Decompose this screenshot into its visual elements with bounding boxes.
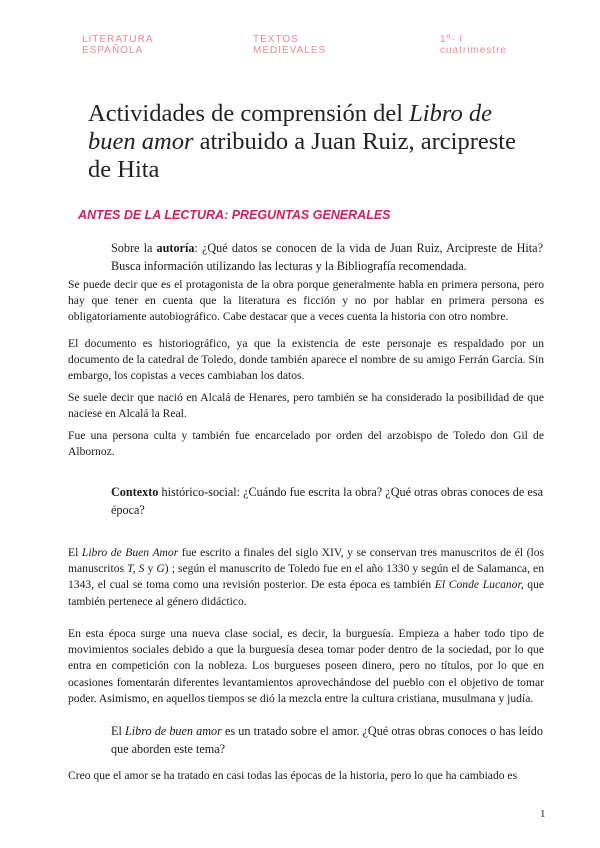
p5-manuscript-g: G — [156, 562, 165, 576]
header-topic-line2: MEDIEVALES — [253, 45, 327, 56]
header-subject-line1: LITERATURA — [82, 34, 154, 45]
paragraph-3: Se suele decir que nació en Alcalá de Henares, pero también se ha considerado la posibilidad de que naciese en Alcalá la Real. — [68, 391, 544, 421]
section-heading: ANTES DE LA LECTURA: PREGUNTAS GENERALES — [78, 208, 391, 222]
q1-lead: Sobre la — [111, 241, 157, 255]
header-term-line1: 1º- I — [440, 34, 464, 45]
header-subject — [82, 34, 154, 56]
paragraph-1: Se puede decir que es el protagonista de la obra porque generalmente habla en primera persona, pero hay que tener en cuenta que la literatura es ficción y no por hablar en primera persona es obligatoriamente autobiográfico. Cabe destacar que a veces cuenta la historia con otro nombre. — [68, 278, 544, 324]
question-authorship — [111, 239, 543, 275]
p5-manuscripts-ts: T, S — [127, 562, 145, 576]
q3-lead: El — [111, 724, 125, 738]
q1-rest: : ¿Qué datos se conocen de la vida de Juan Ruiz, Arcipreste de Hita? Busca información utilizando las lecturas y la Bibliografía recomendada. — [111, 241, 544, 273]
p5-s4: ) ; según el manuscrito de Toledo fue en el año 1330 y según el de Salamanca, en 1343, el cual se toma como una revisión posterior. De esta época es también — [68, 562, 544, 592]
p5-conde-lucanor: El Conde Lucanor, — [434, 578, 524, 592]
paragraph-2: El documento es historiográfico, ya que la existencia de este personaje es respaldado por un documento de la catedral de Toledo, donde también aparece el nombre de su amigo Ferrán García. Sin embargo, los copistas a veces cambiaban los datos. — [68, 337, 544, 383]
paragraph-5 — [68, 545, 544, 610]
paragraph-7: Creo que el amor se ha tratado en casi todas las épocas de la historia, pero lo que ha cambiado es — [68, 769, 518, 782]
q3-rest: es un tratado sobre el amor. ¿Qué otras obras conoces o has leído que aborden este tema? — [111, 724, 543, 756]
p5-book-title: Libro de Buen Amor — [81, 546, 179, 559]
header-subject-line2: ESPAÑOLA — [82, 45, 144, 56]
p5-s1: El — [68, 546, 82, 559]
header-topic-line1: TEXTOS — [253, 34, 299, 45]
page-title — [88, 100, 528, 184]
header-term-line2: cuatrimestre — [440, 45, 508, 56]
page-number: 1 — [540, 808, 546, 820]
header-topic — [253, 34, 326, 56]
q3-italic: Libro de buen amor — [124, 724, 222, 738]
q2-rest: histórico-social: ¿Cuándo fue escrita la obra? ¿Qué otras obras conoces de esa época? — [111, 485, 543, 517]
p5-s3: y — [144, 562, 157, 576]
q1-bold: autoría — [156, 241, 195, 255]
p5-s5: que también pertenece al género didáctico. — [68, 578, 545, 608]
question-context — [111, 483, 543, 519]
question-love-theme — [111, 722, 543, 758]
title-part2: atribuido a Juan Ruiz, arcipreste de Hita — [88, 128, 516, 183]
header-term — [440, 34, 507, 56]
paragraph-4: Fue una persona culta y también fue encarcelado por orden del arzobispo de Toledo don Gil de Albornoz. — [68, 429, 544, 459]
p5-s2: fue escrito a finales del siglo XIV, y se conservan tres manuscritos de él (los manuscritos — [68, 546, 545, 576]
q2-bold: Contexto — [111, 485, 159, 499]
paragraph-6: En esta época surge una nueva clase social, es decir, la burguesía. Empieza a haber todo tipo de movimientos sociales debido a que la burguesía desea tomar poder dentro de la sociedad, por lo que entra en competición con la nobleza. Los burgueses poseen dinero, pero no títulos, por lo que en ocasiones fomentarán diferentes levantamientos aprovechándose del pueblo con el objetivo de tomar poder. Asimismo, en aquellos tiempos se dió la mezcla entre la cultura cristiana, musulmana y judía. — [68, 627, 544, 705]
title-part1: Actividades de comprensión del — [88, 100, 410, 127]
title-book-name: Libro de buen amor — [88, 100, 492, 155]
